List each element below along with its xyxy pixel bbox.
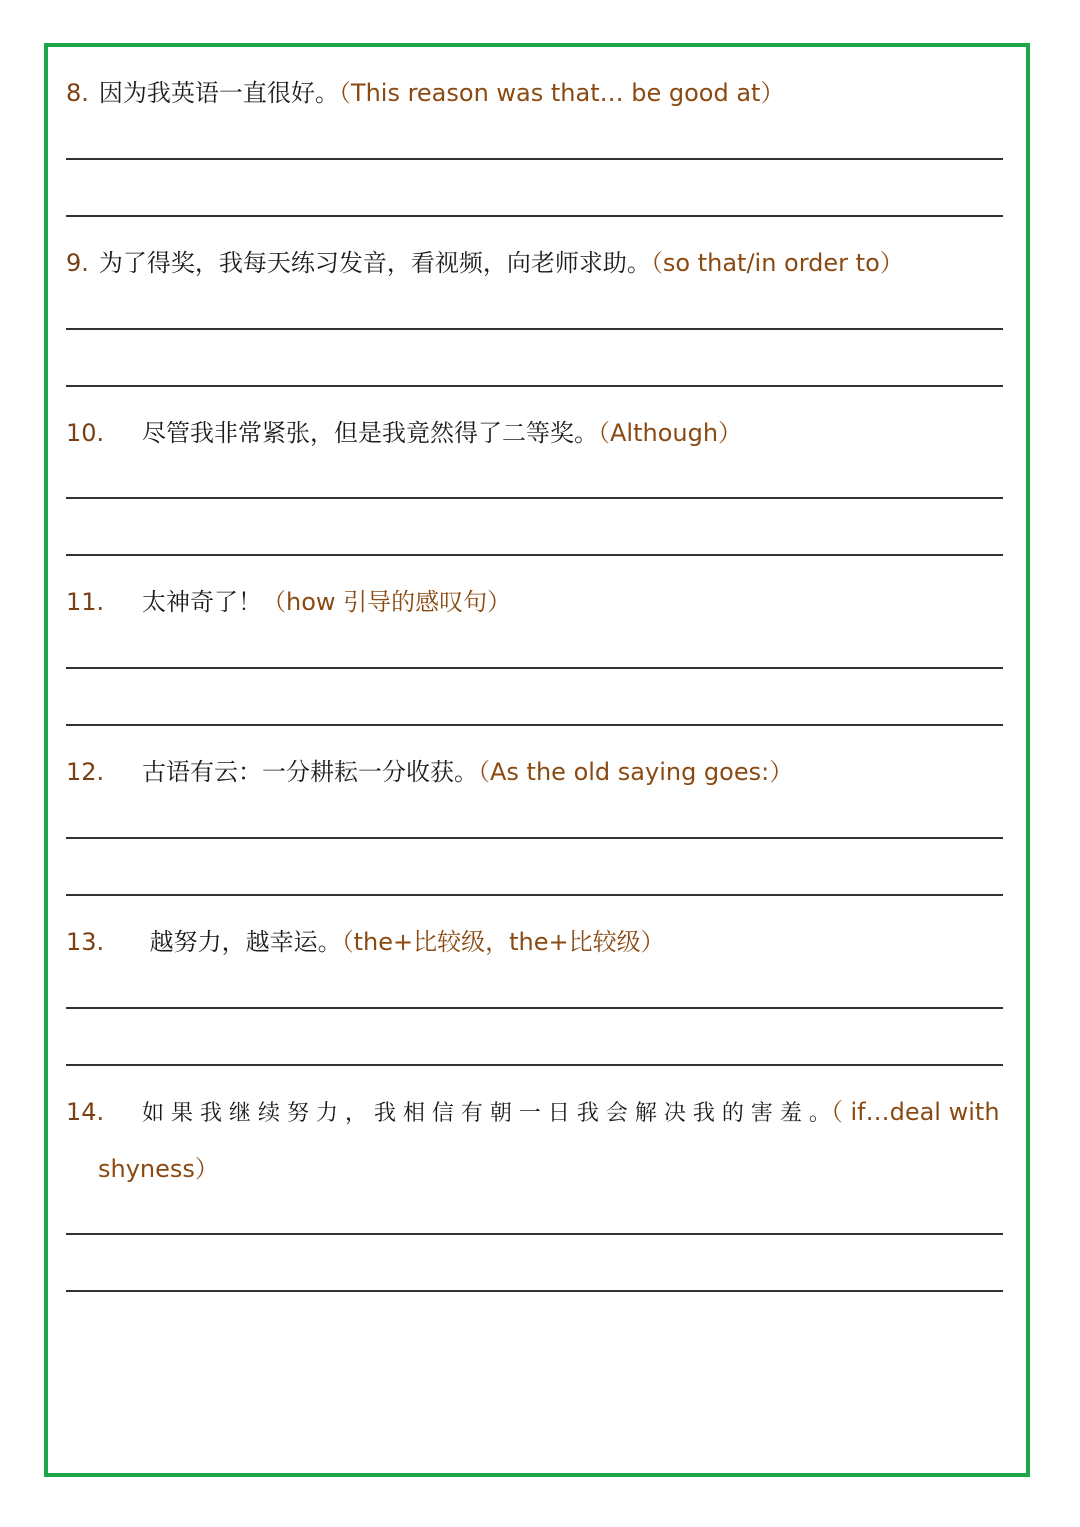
question-8	[66, 77, 784, 109]
answer-line[interactable]	[66, 497, 1003, 499]
answer-line[interactable]	[66, 1064, 1003, 1066]
question-text: 如 果 我 继 续 努 力 ， 我 相 信 有 朝 一 日 我 会 解 决 我 的 害 羞 。	[142, 1101, 831, 1126]
question-number: 14.	[66, 1098, 105, 1126]
question-number: 10.	[66, 419, 105, 447]
answer-line[interactable]	[66, 667, 1003, 669]
question-10	[66, 417, 742, 449]
question-hint: （As the old saying goes:）	[478, 758, 794, 786]
question-hint-continuation: shyness）	[98, 1155, 219, 1183]
question-text: 尽管我非常紧张，但是我竟然得了二等奖。	[142, 419, 598, 447]
answer-line[interactable]	[66, 1290, 1003, 1292]
answer-line[interactable]	[66, 1007, 1003, 1009]
answer-line[interactable]	[66, 158, 1003, 160]
answer-line[interactable]	[66, 724, 1003, 726]
answer-line[interactable]	[66, 837, 1003, 839]
question-13	[66, 926, 665, 958]
question-hint: （how 引导的感叹句）	[262, 588, 512, 616]
question-hint: （so that/in order to）	[650, 249, 904, 277]
question-number: 12.	[66, 758, 105, 786]
question-number: 13.	[66, 928, 105, 956]
question-text: 越努力，越幸运。	[142, 928, 342, 956]
answer-line[interactable]	[66, 328, 1003, 330]
question-hint: （ if…deal with	[830, 1098, 1000, 1126]
question-11	[66, 586, 511, 618]
question-text: 为了得奖，我每天练习发音，看视频，向老师求助。	[98, 249, 651, 277]
question-text: 古语有云：一分耕耘一分收获。	[142, 758, 478, 786]
question-hint: （Although）	[598, 419, 743, 447]
answer-line[interactable]	[66, 385, 1003, 387]
question-text: 太神奇了！	[142, 588, 262, 616]
question-text: 因为我英语一直很好。	[98, 79, 339, 107]
question-14	[66, 1096, 1000, 1130]
answer-line[interactable]	[66, 215, 1003, 217]
answer-line[interactable]	[66, 1233, 1003, 1235]
question-number: 9.	[66, 249, 89, 277]
question-hint: （This reason was that… be good at）	[338, 79, 785, 107]
question-9	[66, 247, 904, 279]
question-hint: （the+比较级，the+比较级）	[341, 928, 665, 956]
question-12	[66, 756, 793, 788]
question-number: 8.	[66, 79, 89, 107]
answer-line[interactable]	[66, 554, 1003, 556]
answer-line[interactable]	[66, 894, 1003, 896]
question-number: 11.	[66, 588, 105, 616]
